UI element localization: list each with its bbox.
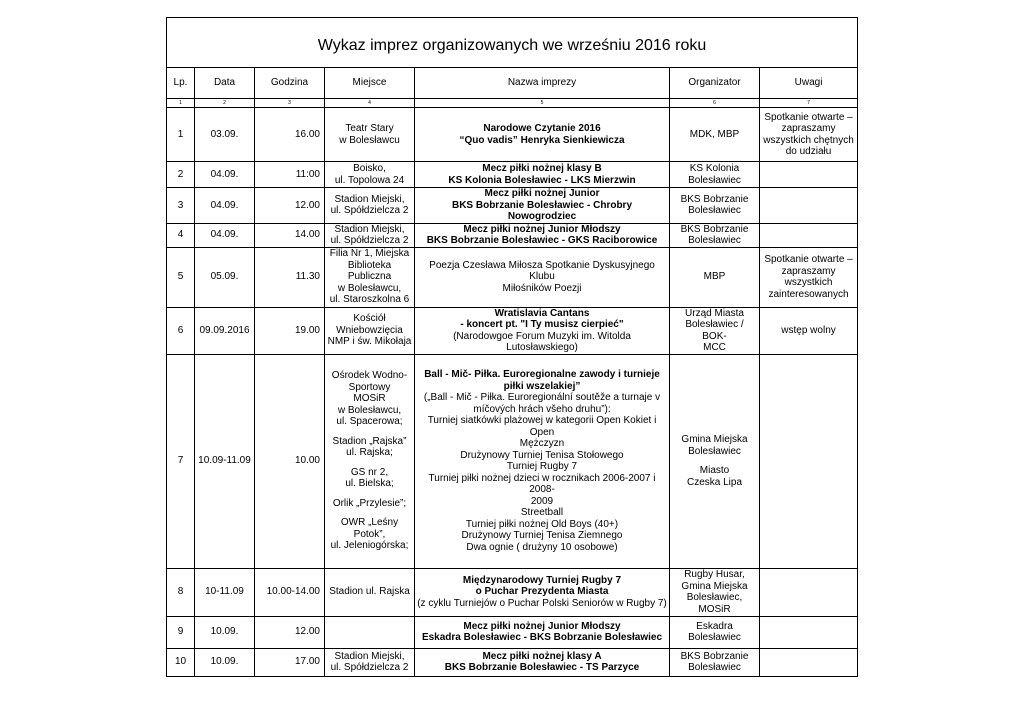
miejsce-line: Stadion ul. Rajska <box>329 586 410 598</box>
cell-lp: 4 <box>167 223 195 247</box>
cell-organizator <box>670 223 760 247</box>
nazwa-line: BKS Bobrzanie Bolesławiec - TS Parzyce <box>444 662 640 673</box>
column-number: 1 <box>167 99 195 108</box>
table-row <box>167 616 858 648</box>
cell-miejsce <box>325 108 415 162</box>
nazwa-line: Eskadra Bolesławiec - BKS Bobrzanie Bolesławiec <box>421 632 663 643</box>
column-number-row <box>167 99 858 108</box>
miejsce-line: Sportowy <box>348 381 391 393</box>
column-number: 2 <box>195 99 255 108</box>
cell-organizator <box>670 616 760 648</box>
nazwa-line: Mężczyzn <box>519 438 565 449</box>
organizator-line: Bolesławiec <box>688 205 741 217</box>
uwagi-line: zapraszamy <box>781 123 836 134</box>
table-row <box>167 648 858 676</box>
miejsce-line: OWR „Leśny <box>340 517 399 529</box>
cell-data: 03.09. <box>195 108 255 162</box>
table-row <box>167 188 858 224</box>
cell-uwagi <box>760 616 858 648</box>
organizator-line: Bolesławiec <box>688 174 741 186</box>
nazwa-line: Mecz piłki nożnej Junior <box>484 188 600 199</box>
miejsce-line: ul. Topolowa 24 <box>334 174 405 186</box>
table-row <box>167 354 858 568</box>
organizator-line: MBP <box>703 271 726 283</box>
spacer <box>327 490 412 498</box>
miejsce-line: Ośrodek Wodno- <box>331 370 408 382</box>
cell-nazwa <box>415 307 670 354</box>
miejsce-line: Teatr Stary <box>345 123 394 134</box>
cell-data: 10.09. <box>195 648 255 676</box>
miejsce-line: NMP i św. Mikołaja <box>327 336 412 348</box>
miejsce-line: Stadion Miejski, <box>334 193 405 205</box>
cell-godzina: 19.00 <box>255 307 325 354</box>
uwagi-line: zainteresowanych <box>768 288 849 300</box>
table-row <box>167 108 858 162</box>
organizator-line: KS Kolonia <box>689 163 740 174</box>
nazwa-line: “Quo vadis” Henryka Sienkiewicza <box>459 134 625 146</box>
miejsce-line: w Bolesławcu <box>339 134 400 146</box>
nazwa-line: Wratislavia Cantans <box>494 307 590 319</box>
cell-uwagi <box>760 648 858 676</box>
nazwa-line: Poezja Czesława Miłosza Spotkanie Dyskusyjnego Klubu <box>429 259 655 283</box>
cell-godzina: 14.00 <box>255 223 325 247</box>
organizator-line: Bolesławiec <box>688 632 741 643</box>
cell-organizator <box>670 307 760 354</box>
cell-miejsce <box>325 223 415 247</box>
cell-organizator <box>670 568 760 616</box>
cell-miejsce <box>325 648 415 676</box>
cell-godzina: 11:00 <box>255 162 325 188</box>
organizator-line: MDK, MBP <box>689 128 740 140</box>
cell-lp: 9 <box>167 616 195 648</box>
miejsce-line: ul. Spółdzielcza 2 <box>330 662 409 673</box>
cell-organizator <box>670 648 760 676</box>
organizator-line: Rugby Husar, <box>684 569 745 580</box>
cell-lp: 6 <box>167 307 195 354</box>
column-number: 5 <box>415 99 670 108</box>
organizator-line: Gmina Miejska <box>681 434 748 445</box>
nazwa-line: Mecz piłki nożnej klasy A <box>482 650 602 662</box>
column-number: 6 <box>670 99 760 108</box>
organizator-line: BKS Bobrzanie <box>680 650 749 662</box>
cell-miejsce <box>325 354 415 568</box>
column-number: 3 <box>255 99 325 108</box>
cell-uwagi <box>760 354 858 568</box>
nazwa-line: Mecz piłki nożnej Junior Młodszy <box>463 620 621 632</box>
nazwa-line: („Ball - Mič - Piłka. Euroregionální soutěže a turnaje v <box>423 392 661 403</box>
organizator-line: Bolesławiec, <box>686 592 743 603</box>
uwagi-line: wszystkich chętnych <box>763 134 854 146</box>
document-title: Wykaz imprez organizowanych we wrześniu 2016 roku <box>167 18 858 68</box>
nazwa-line: 2009 <box>530 495 554 507</box>
cell-miejsce <box>325 162 415 188</box>
cell-data: 09.09.2016 <box>195 307 255 354</box>
header-data: Data <box>195 68 255 99</box>
nazwa-line: Ball - Mič- Piłka. Euroregionalne zawody i turnieje <box>424 369 660 380</box>
organizator-line: Urząd Miasta <box>685 307 744 319</box>
cell-data: 10.09-11.09 <box>195 354 255 568</box>
miejsce-line: Filia Nr 1, Miejska <box>329 248 410 260</box>
cell-miejsce <box>325 247 415 307</box>
nazwa-line: Mecz piłki nożnej Junior Młodszy <box>463 223 621 235</box>
nazwa-line: míčových hrách všeho druhu”): <box>473 403 611 415</box>
cell-nazwa <box>415 162 670 188</box>
miejsce-line: w Bolesławcu, <box>337 404 402 416</box>
spacer <box>327 428 412 436</box>
nazwa-line: - koncert pt. "I Ty musisz cierpieć" <box>460 319 624 330</box>
cell-godzina: 11.30 <box>255 247 325 307</box>
uwagi-line: wstęp wolny <box>781 324 836 336</box>
column-number: 4 <box>325 99 415 108</box>
header-nazwa: Nazwa imprezy <box>415 68 670 99</box>
nazwa-line: Drużynowy Turniej Tenisa Ziemnego <box>461 530 623 541</box>
miejsce-line: Kościół <box>353 313 386 325</box>
miejsce-line: MOSiR <box>353 393 386 405</box>
cell-nazwa <box>415 568 670 616</box>
nazwa-line: (Narodowgoe Forum Muzyki im. Witolda Lutosławskiego) <box>453 330 631 353</box>
nazwa-line: piłki wszelakiej” <box>503 380 581 392</box>
column-number: 7 <box>760 99 858 108</box>
cell-miejsce <box>325 616 415 648</box>
cell-nazwa <box>415 616 670 648</box>
cell-organizator <box>670 188 760 224</box>
cell-organizator <box>670 162 760 188</box>
header-lp: Lp. <box>167 68 195 99</box>
table-row <box>167 223 858 247</box>
nazwa-line: Turniej siatkówki plażowej w kategorii Open Kokiet i Open <box>427 415 657 438</box>
miejsce-line: Potok”, <box>353 528 386 540</box>
nazwa-line: KS Kolonia Bolesławiec - LKS Mierzwin <box>448 174 636 186</box>
cell-nazwa <box>415 354 670 568</box>
cell-lp: 3 <box>167 188 195 224</box>
organizator-line: BKS Bobrzanie <box>680 193 749 205</box>
nazwa-line: Mecz piłki nożnej klasy B <box>482 163 602 174</box>
header-organizator: Organizator <box>670 68 760 99</box>
cell-organizator <box>670 108 760 162</box>
miejsce-line: ul. Jeleniogórska; <box>330 540 409 552</box>
miejsce-line: Biblioteka Publiczna <box>347 259 392 283</box>
miejsce-line: Stadion „Rajska” <box>332 435 407 447</box>
uwagi-line: zapraszamy <box>781 265 836 277</box>
organizator-line: Miasto <box>699 465 730 476</box>
table-row <box>167 247 858 307</box>
cell-uwagi <box>760 247 858 307</box>
cell-nazwa <box>415 108 670 162</box>
miejsce-line: Stadion Miejski, <box>334 650 405 662</box>
events-table <box>166 17 858 677</box>
nazwa-line: Dwa ognie ( drużyny 10 osobowe) <box>466 541 618 553</box>
miejsce-line: GS nr 2, <box>350 466 389 478</box>
cell-uwagi <box>760 188 858 224</box>
nazwa-line: Narodowe Czytanie 2016 <box>483 123 601 134</box>
cell-lp: 2 <box>167 162 195 188</box>
cell-godzina: 12.00 <box>255 188 325 224</box>
miejsce-line: ul. Bielska; <box>345 478 394 490</box>
nazwa-line: o Puchar Prezydenta Miasta <box>475 586 609 598</box>
nazwa-line: Turniej piłki nożnej Old Boys (40+) <box>465 518 619 530</box>
miejsce-line: ul. Spacerowa; <box>336 416 403 428</box>
cell-nazwa <box>415 223 670 247</box>
cell-godzina: 17.00 <box>255 648 325 676</box>
miejsce-line: Boisko, <box>353 163 386 174</box>
miejsce-line: ul. Rajska; <box>346 447 393 459</box>
cell-lp: 10 <box>167 648 195 676</box>
cell-uwagi <box>760 307 858 354</box>
cell-miejsce <box>325 188 415 224</box>
spacer <box>327 459 412 467</box>
cell-organizator <box>670 247 760 307</box>
cell-data: 04.09. <box>195 162 255 188</box>
uwagi-line: Spotkanie otwarte – <box>764 254 853 265</box>
organizator-line: MCC <box>703 342 726 353</box>
uwagi-line: wszystkich <box>784 277 833 288</box>
miejsce-line: Stadion Miejski, <box>334 223 405 235</box>
nazwa-line: BKS Bobrzanie Bolesławiec - GKS Raciborowice <box>426 235 658 246</box>
organizator-line: Bolesławiec / BOK- <box>685 319 744 342</box>
header-uwagi: Uwagi <box>760 68 858 99</box>
cell-data: 04.09. <box>195 223 255 247</box>
organizator-line: Czeska Lipa <box>686 476 743 488</box>
nazwa-line: Drużynowy Turniej Tenisa Stołowego <box>460 449 624 461</box>
cell-lp: 7 <box>167 354 195 568</box>
cell-uwagi <box>760 223 858 247</box>
nazwa-line: Międzynarodowy Turniej Rugby 7 <box>462 574 622 586</box>
header-row <box>167 68 858 99</box>
cell-lp: 8 <box>167 568 195 616</box>
miejsce-line: ul. Spółdzielcza 2 <box>330 205 409 217</box>
table-row <box>167 568 858 616</box>
cell-godzina: 12.00 <box>255 616 325 648</box>
cell-miejsce <box>325 307 415 354</box>
nazwa-line: Streetball <box>520 507 564 518</box>
cell-data: 10-11.09 <box>195 568 255 616</box>
miejsce-line: Orlik „Przylesie”; <box>332 497 407 509</box>
organizator-line: Eskadra <box>696 620 733 632</box>
nazwa-line: Turniej piłki nożnej dzieci w rocznikach 2006-2007 i 2008- <box>428 472 656 495</box>
nazwa-line: BKS Bobrzanie Bolesławiec - Chrobry Nowogrodziec <box>451 199 633 222</box>
organizator-line: Gmina Miejska <box>681 580 748 592</box>
spacer <box>672 457 757 465</box>
miejsce-line: ul. Staroszkolna 6 <box>329 294 410 306</box>
uwagi-line: Spotkanie otwarte – <box>764 111 853 123</box>
organizator-line: Bolesławiec <box>688 662 741 673</box>
cell-uwagi <box>760 108 858 162</box>
cell-godzina: 10.00-14.00 <box>255 568 325 616</box>
miejsce-line: w Bolesławcu, <box>337 282 402 294</box>
cell-miejsce <box>325 568 415 616</box>
cell-lp: 5 <box>167 247 195 307</box>
document-page <box>166 17 857 677</box>
cell-uwagi <box>760 568 858 616</box>
organizator-line: MOSiR <box>698 603 731 615</box>
cell-organizator <box>670 354 760 568</box>
nazwa-line: Turniej Rugby 7 <box>506 461 578 472</box>
cell-data: 04.09. <box>195 188 255 224</box>
table-row <box>167 307 858 354</box>
miejsce-line: ul. Spółdzielcza 2 <box>330 235 409 246</box>
header-miejsce: Miejsce <box>325 68 415 99</box>
cell-nazwa <box>415 648 670 676</box>
uwagi-line: do udziału <box>785 146 832 157</box>
spacer <box>327 509 412 517</box>
cell-data: 05.09. <box>195 247 255 307</box>
cell-godzina: 16.00 <box>255 108 325 162</box>
cell-uwagi <box>760 162 858 188</box>
cell-nazwa <box>415 188 670 224</box>
miejsce-line: Wniebowzięcia <box>336 324 403 336</box>
cell-data: 10.09. <box>195 616 255 648</box>
table-row <box>167 162 858 188</box>
organizator-line: Bolesławiec <box>688 445 741 457</box>
organizator-line: Bolesławiec <box>688 235 741 246</box>
nazwa-line: Miłośników Poezji <box>502 282 582 294</box>
header-godzina: Godzina <box>255 68 325 99</box>
cell-godzina: 10.00 <box>255 354 325 568</box>
cell-nazwa <box>415 247 670 307</box>
organizator-line: BKS Bobrzanie <box>680 223 749 235</box>
cell-lp: 1 <box>167 108 195 162</box>
nazwa-line: (z cyklu Turniejów o Puchar Polski Seniorów w Rugby 7) <box>417 597 667 609</box>
